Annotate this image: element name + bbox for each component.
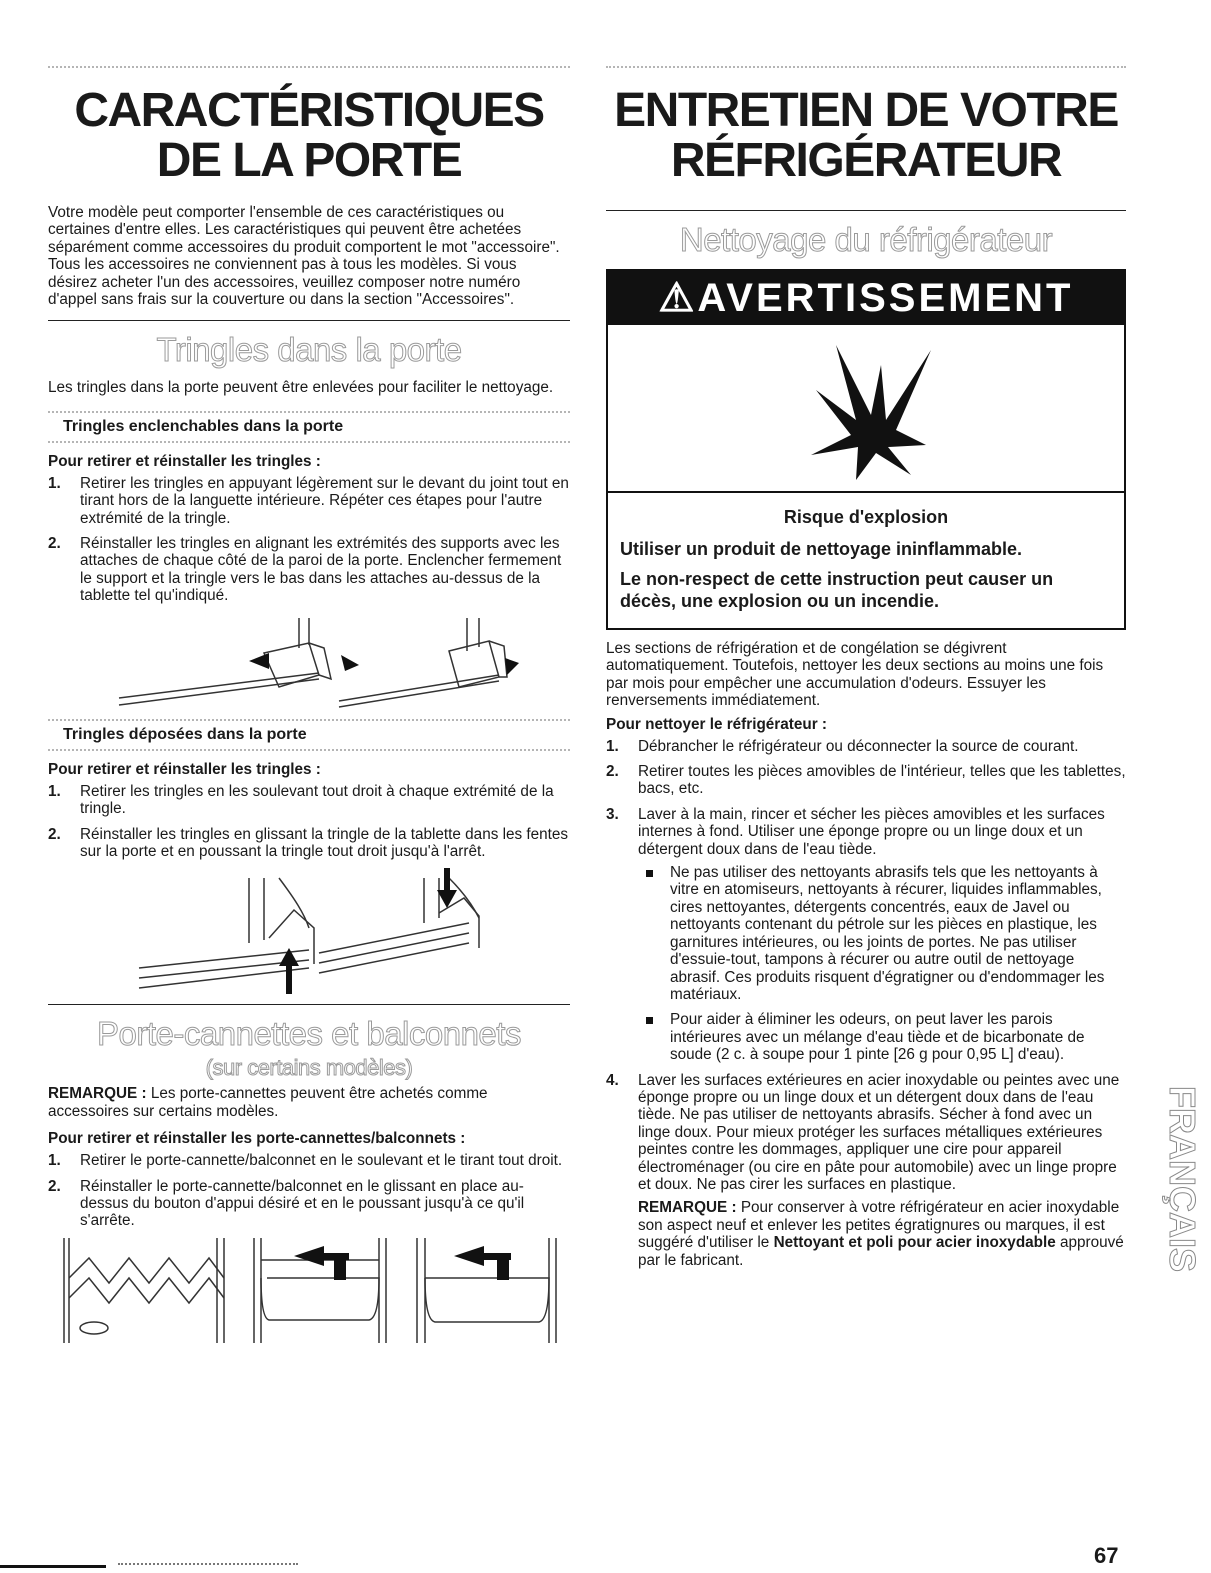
explosion-icon xyxy=(796,335,936,485)
section-rule xyxy=(48,1004,570,1005)
stainless-note: REMARQUE : Pour conserver à votre réfrigérateur en acier inoxydable son aspect neuf et enlever les petites égratignures ou marques, il est suggéré d'utiliser le Nettoyant et poli pour acier inoxydable approuvé par le fabricant. xyxy=(638,1199,1124,1269)
warning-figure xyxy=(608,325,1124,493)
sub-title-deposees: Tringles déposées dans la porte xyxy=(63,725,307,743)
cleaning-steps xyxy=(606,738,1126,1269)
list-item: 2. Retirer toutes les pièces amovibles de l'intérieur, telles que les tablettes, bacs, etc. xyxy=(606,763,1126,798)
warning-line2: Le non-respect de cette instruction peut causer un décès, une explosion ou un incendie. xyxy=(620,569,1054,611)
door-bin-illustration xyxy=(49,1238,569,1348)
top-divider xyxy=(606,66,1126,68)
left-title-line1: CARACTÉRISTIQUES xyxy=(74,84,544,137)
warning-line1: Utiliser un produit de nettoyage ininflammable. xyxy=(620,539,1023,559)
section-title-porte-cannettes: Porte-cannettes et balconnets xyxy=(97,1015,521,1053)
steps-list xyxy=(48,783,570,861)
bullet-list xyxy=(638,864,1126,1063)
page-number: 67 xyxy=(1094,1543,1119,1568)
snap-in-rail-illustration xyxy=(109,613,509,713)
instruction-heading: Pour nettoyer le réfrigérateur : xyxy=(606,715,828,733)
bullet-item: Pour aider à éliminer les odeurs, on peut laver les parois intérieures avec un mélange d'eau tiède et de bicarbonate de soude (2 c. à soupe pour 1 pinte [26 g pour 0,95 L] d'eau). xyxy=(638,1011,1126,1063)
warning-box xyxy=(606,269,1126,630)
side-tab-label: FRANÇAIS xyxy=(1162,1086,1203,1272)
list-item: 3. Laver à la main, rincer et sécher les pièces amovibles et les surfaces internes à fond. Utiliser une éponge propre ou un linge doux et un détergent doux dans de l'eau tiède. Ne pas utiliser des nettoyants abrasifs tels que les nettoyants à vitre en atomiseurs, nettoyants à récurer, liquides inflammables, cires nettoyantes, détergents concentrés, eaux de Javel ou nettoyants contenant du pétrole sur les pièces en plastique, les garnitures intérieures, ou les joints de portes. Ne pas utiliser d'essuie-tout, tampons à récurer ou autre outil de nettoyage abrasif. Ces produits risquent d'égratigner ou d'endommager les matériaux. Pour aider à éliminer les odeurs, on peut laver les parois intérieures avec un mélange d'eau tiède et de bicarbonate de soude (2 c. à soupe pour 1 pinte [26 g pour 0,95 L] d'eau). xyxy=(606,806,1126,1064)
left-page-title xyxy=(48,86,570,186)
instruction-heading: Pour retirer et réinstaller les tringles : xyxy=(48,760,321,778)
list-item: 2. Réinstaller les tringles en alignant les extrémités des supports avec les attaches de chaque côté de la paroi de la porte. Enclencher fermement le support et la tringle vers le bas dans les attaches au-dessus de la tablette tel qu'indiqué. xyxy=(48,535,562,605)
steps-list xyxy=(48,475,570,605)
right-page-title xyxy=(606,86,1126,186)
section-title-nettoyage: Nettoyage du réfrigérateur xyxy=(679,221,1053,258)
bottom-dots xyxy=(118,1563,298,1565)
instruction-heading: Pour retirer et réinstaller les tringles : xyxy=(48,452,321,470)
section1-text: Les tringles dans la porte peuvent être enlevées pour faciliter le nettoyage. xyxy=(48,379,554,397)
drop-in-rail-illustration xyxy=(129,868,489,998)
section-rule xyxy=(48,320,570,321)
top-divider xyxy=(48,66,570,68)
cleaning-intro: Les sections de réfrigération et de congélation se dégivrent automatiquement. Toutefois, nettoyer les deux sections au moins une fois par mois pour empêcher une accumulation d'odeurs. Essuyer les renversements immédiatement. xyxy=(606,640,1104,710)
right-column xyxy=(606,66,1126,1277)
section-subtitle: (sur certains modèles) xyxy=(205,1055,413,1081)
list-item: 2. Réinstaller le porte-cannette/balconnet en le glissant en place au-dessus du bouton d'appui désiré et en le poussant jusqu'à ce qu'il s'arrête. xyxy=(48,1177,525,1230)
bullet-square-icon xyxy=(646,1017,653,1024)
bullet-square-icon xyxy=(646,870,653,877)
warning-risk: Risque d'explosion xyxy=(783,507,949,527)
sub-title-enclenchables: Tringles enclenchables dans la porte xyxy=(63,417,344,435)
list-item: 1. Retirer les tringles en appuyant légèrement sur le devant du joint tout en tirant hors de la languette intérieure. Répéter ces étapes pour l'autre extrémité de la tringle. xyxy=(48,474,569,527)
left-column xyxy=(48,66,570,1352)
right-title-line1: ENTRETIEN DE VOTRE xyxy=(614,84,1118,137)
warning-triangle-icon: ⚠ xyxy=(658,276,698,320)
section-title-tringles: Tringles dans la porte xyxy=(156,331,462,369)
right-title-line2: RÉFRIGÉRATEUR xyxy=(670,134,1062,187)
sub-divider xyxy=(48,441,570,443)
instruction-heading: Pour retirer et réinstaller les porte-cannettes/balconnets : xyxy=(48,1130,466,1148)
warning-header: ⚠AVERTISSEMENT xyxy=(608,271,1124,325)
list-item: 1. Retirer le porte-cannette/balconnet en le soulevant et le tirant tout droit. xyxy=(48,1152,563,1170)
note-paragraph: REMARQUE : Les porte-cannettes peuvent être achetés comme accessoires sur certains modèles. xyxy=(48,1085,488,1120)
list-item: 1. Débrancher le réfrigérateur ou déconnecter la source de courant. xyxy=(606,737,1079,755)
list-item: 2. Réinstaller les tringles en glissant la tringle de la tablette dans les fentes sur la porte et en poussant la tringle tout droit jusqu'à l'arrêt. xyxy=(48,825,569,860)
warning-body xyxy=(608,493,1124,628)
intro-text: Votre modèle peut comporter l'ensemble de ces caractéristiques ou certaines d'entre elles. Les caractéristiques qui peuvent être achetées séparément comme accessoires du produit comportent le mot "accessoire". Tous les accessoires ne conviennent pas à tous les modèles. Si vous désirez acheter l'un des accessoires, veuillez composer notre numéro d'appel sans frais sur la couverture ou dans la section "Accessoires". xyxy=(48,204,560,309)
list-item: 4. Laver les surfaces extérieures en acier inoxydable ou peintes avec une éponge propre ou un linge doux et un détergent doux dans de l'eau tiède. Ne pas utiliser de nettoyants abrasifs. Sécher à fond avec un linge doux. Pour mieux protéger les surfaces métalliques extérieures peintes contre les dommages, appliquer une cire pour appareil électroménager (ou cire en pâte pour automobile) avec un linge propre et doux. Ne pas cirer les surfaces en plastique. REMARQUE : Pour conserver à votre réfrigérateur en acier inoxydable son aspect neuf et enlever les petites égratignures ou marques, il est suggéré d'utiliser le Nettoyant et poli pour acier inoxydable approuvé par le fabricant. xyxy=(606,1072,1126,1269)
left-title-line2: DE LA PORTE xyxy=(156,134,462,187)
section-rule xyxy=(606,210,1126,211)
list-item: 1. Retirer les tringles en les soulevant tout droit à chaque extrémité de la tringle. xyxy=(48,782,554,818)
steps-list xyxy=(48,1152,570,1230)
sub-divider xyxy=(48,749,570,751)
bullet-item: Ne pas utiliser des nettoyants abrasifs tels que les nettoyants à vitre en atomiseurs, nettoyants à récurer, liquides inflammables, cires nettoyantes, détergents concentrés, eaux de Javel ou nettoyants contenant du pétrole sur les pièces en plastique, les garnitures intérieures, ou les joints de portes. Ne pas utiliser d'essuie-tout, tampons à récurer ou autre outil de nettoyage abrasif. Ces produits risquent d'égratigner ou d'endommager les matériaux. xyxy=(638,864,1126,1003)
bottom-bar xyxy=(0,1565,106,1568)
language-side-tab xyxy=(1140,1080,1203,1360)
